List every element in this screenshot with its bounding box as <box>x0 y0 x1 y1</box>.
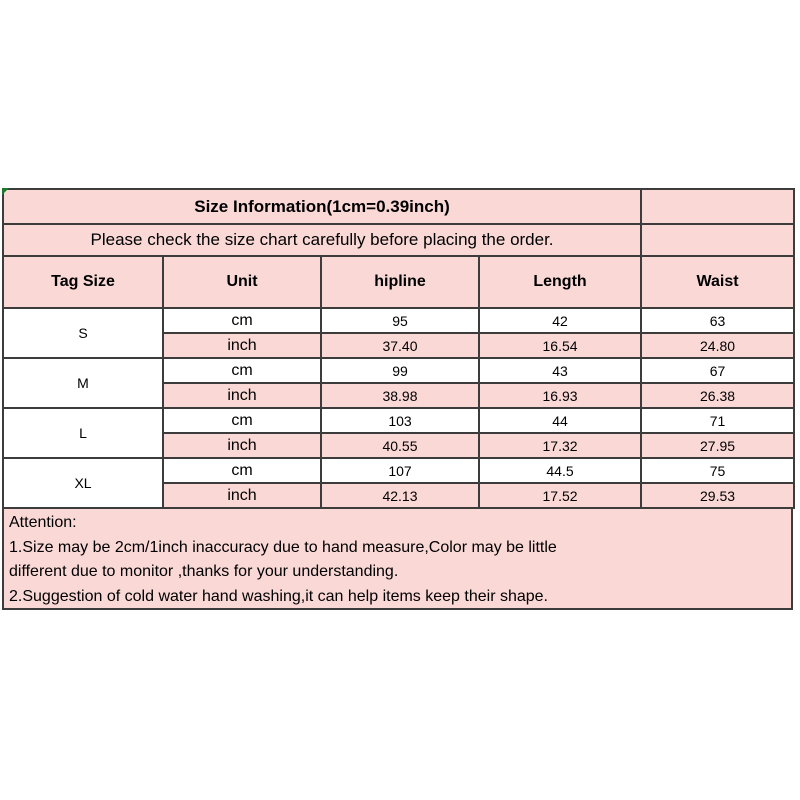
col-header-hipline: hipline <box>321 256 479 308</box>
subtitle-row <box>3 224 794 256</box>
value-cell: 27.95 <box>641 433 794 458</box>
col-header-tag-size: Tag Size <box>3 256 163 308</box>
value-cell: 24.80 <box>641 333 794 358</box>
value-cell: 17.52 <box>479 483 641 508</box>
value-cell: 37.40 <box>321 333 479 358</box>
attention-note <box>2 509 793 610</box>
value-cell: 107 <box>321 458 479 483</box>
value-cell: 16.93 <box>479 383 641 408</box>
unit-cell: inch <box>163 433 321 458</box>
tag-size-s: S <box>3 308 163 358</box>
value-cell: 95 <box>321 308 479 333</box>
size-information-table <box>2 188 793 610</box>
value-cell: 26.38 <box>641 383 794 408</box>
subtitle-row-empty-cell <box>641 224 794 256</box>
attention-line: different due to monitor ,thanks for your understanding. <box>9 563 399 580</box>
value-cell: 17.32 <box>479 433 641 458</box>
unit-cell: inch <box>163 383 321 408</box>
col-header-unit: Unit <box>163 256 321 308</box>
tag-size-xl: XL <box>3 458 163 508</box>
tag-size-l: L <box>3 408 163 458</box>
col-header-waist: Waist <box>641 256 794 308</box>
value-cell: 16.54 <box>479 333 641 358</box>
value-cell: 99 <box>321 358 479 383</box>
unit-cell: inch <box>163 333 321 358</box>
unit-cell: cm <box>163 458 321 483</box>
tag-size-m: M <box>3 358 163 408</box>
table-row-s-cm <box>3 308 794 333</box>
unit-cell: cm <box>163 408 321 433</box>
sizes-table <box>2 188 795 509</box>
col-header-length: Length <box>479 256 641 308</box>
corner-triangle-icon <box>2 188 9 195</box>
unit-cell: cm <box>163 358 321 383</box>
value-cell: 44 <box>479 408 641 433</box>
value-cell: 43 <box>479 358 641 383</box>
value-cell: 29.53 <box>641 483 794 508</box>
table-row-l-cm <box>3 408 794 433</box>
value-cell: 44.5 <box>479 458 641 483</box>
table-row-m-cm <box>3 358 794 383</box>
value-cell: 42.13 <box>321 483 479 508</box>
value-cell: 40.55 <box>321 433 479 458</box>
title-row-empty-cell <box>641 189 794 224</box>
header-row <box>3 256 794 308</box>
value-cell: 42 <box>479 308 641 333</box>
title-row <box>3 189 794 224</box>
value-cell: 103 <box>321 408 479 433</box>
table-row-xl-cm <box>3 458 794 483</box>
value-cell: 63 <box>641 308 794 333</box>
table-title: Size Information(1cm=0.39inch) <box>3 189 641 224</box>
value-cell: 67 <box>641 358 794 383</box>
attention-heading: Attention: <box>9 514 77 531</box>
value-cell: 38.98 <box>321 383 479 408</box>
attention-line: 2.Suggestion of cold water hand washing,it can help items keep their shape. <box>9 587 548 605</box>
value-cell: 71 <box>641 408 794 433</box>
table-subtitle: Please check the size chart carefully before placing the order. <box>3 224 641 256</box>
value-cell: 75 <box>641 458 794 483</box>
unit-cell: inch <box>163 483 321 508</box>
unit-cell: cm <box>163 308 321 333</box>
attention-line: 1.Size may be 2cm/1inch inaccuracy due to hand measure,Color may be little <box>9 538 557 556</box>
